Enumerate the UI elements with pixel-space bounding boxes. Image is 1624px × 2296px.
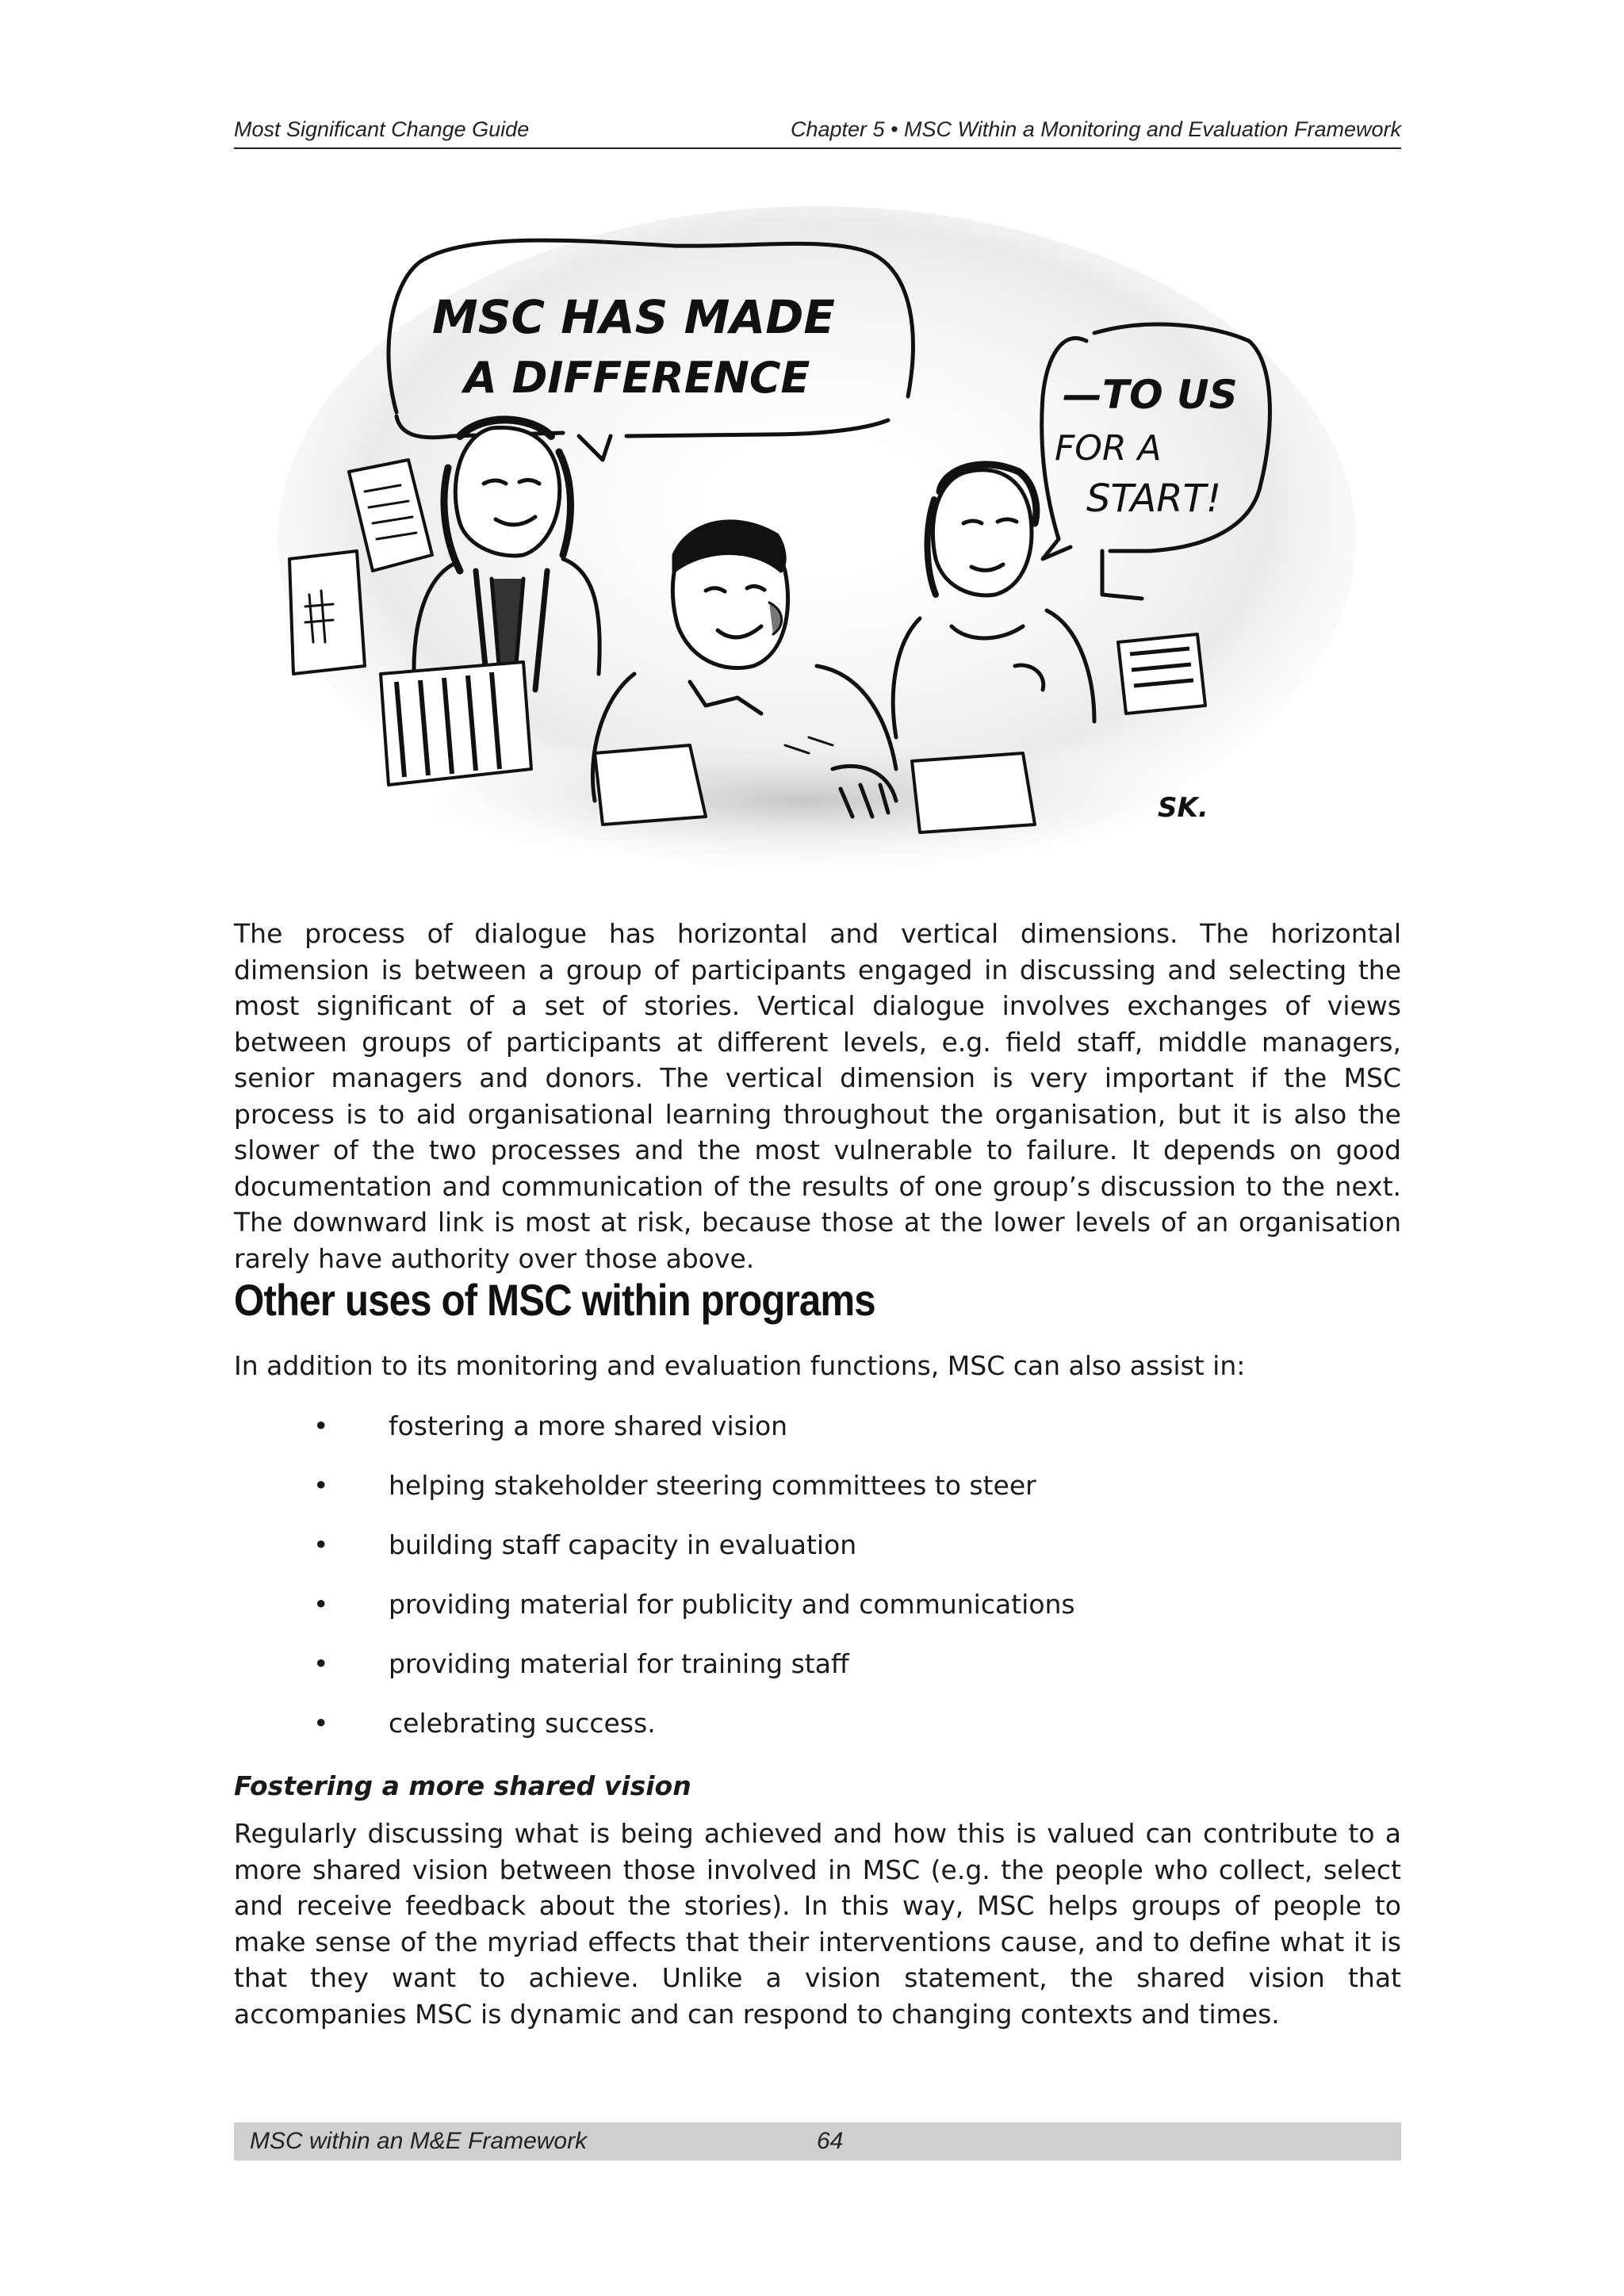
list-item-text: fostering a more shared vision: [389, 1410, 788, 1441]
header-chapter-title: Chapter 5 • MSC Within a Monitoring and Evaluation Framework: [790, 117, 1401, 141]
artist-signature: SK.: [1158, 792, 1208, 824]
bullet-icon: •: [313, 1529, 329, 1560]
list-item: [234, 1527, 1401, 1586]
section-heading: Other uses of MSC within programs: [234, 1275, 875, 1325]
bullet-icon: •: [313, 1589, 329, 1620]
paragraph-dialogue-dimensions: The process of dialogue has horizontal and vertical dimensions. The horizontal dimension is between a group of participants engaged in discussing and selecting the most significant of a set of stories. Vertical dialogue involves exchanges of views between groups of participants at different levels, e.g. field staff, middle managers, senior managers and donors. The vertical dimension is very important if the MSC process is to aid organisational learning throughout the organisation, but it is also the slower of the two processes and the most vulnerable to failure. It depends on good documentation and communication of the results of one group’s discussion to the next. The downward link is most at risk, because those at the lower levels of an organisation rarely have authority over those above.: [234, 918, 1401, 1274]
page-number: 64: [817, 2128, 844, 2154]
bullet-icon: •: [313, 1410, 329, 1441]
list-item-text: celebrating success.: [389, 1708, 656, 1739]
list-item-text: helping stakeholder steering committees to steer: [389, 1470, 1036, 1501]
paragraph-shared-vision: Regularly discussing what is being achieved and how this is valued can contribute to a more shared vision between those involved in MSC (e.g. the people who collect, select and receive feedback about the stories). In this way, MSC helps groups of people to make sense of the myriad effects that their interventions cause, and to define what it is that they want to achieve. Unlike a vision statement, the shared vision that accompanies MSC is dynamic and can respond to changing contexts and times.: [234, 1818, 1401, 2030]
bubble-2-line-2: FOR A: [1055, 428, 1162, 469]
list-item: [234, 1586, 1401, 1646]
list-item-text: providing material for publicity and communications: [389, 1589, 1075, 1620]
running-header: [234, 116, 1401, 149]
bullet-icon: •: [313, 1470, 329, 1501]
header-guide-title: Most Significant Change Guide: [234, 117, 530, 141]
list-item-text: building staff capacity in evaluation: [389, 1529, 857, 1560]
bullet-icon: •: [313, 1648, 329, 1679]
bubble-2-line-1: —TO US: [1063, 372, 1238, 418]
list-item: [234, 1705, 1401, 1765]
uses-bullet-list: [234, 1408, 1401, 1765]
bubble-1-line-1: MSC HAS MADE: [432, 290, 836, 344]
subheading-shared-vision: Fostering a more shared vision: [234, 1770, 691, 1801]
bubble-2-line-3: START!: [1086, 476, 1222, 521]
footer-bar: [234, 2122, 1401, 2160]
left-box: [381, 662, 531, 785]
intro-line: In addition to its monitoring and evaluation functions, MSC can also assist in:: [234, 1350, 1246, 1381]
list-item: [234, 1408, 1401, 1468]
footer-section-title: MSC within an M&E Framework: [250, 2128, 588, 2154]
list-item: [234, 1468, 1401, 1527]
cartoon-illustration: [262, 198, 1372, 896]
list-item-text: providing material for training staff: [389, 1648, 849, 1679]
right-box: [1118, 634, 1205, 714]
bullet-icon: •: [313, 1708, 329, 1739]
list-item: [234, 1646, 1401, 1705]
bubble-1-line-2: A DIFFERENCE: [464, 353, 810, 403]
